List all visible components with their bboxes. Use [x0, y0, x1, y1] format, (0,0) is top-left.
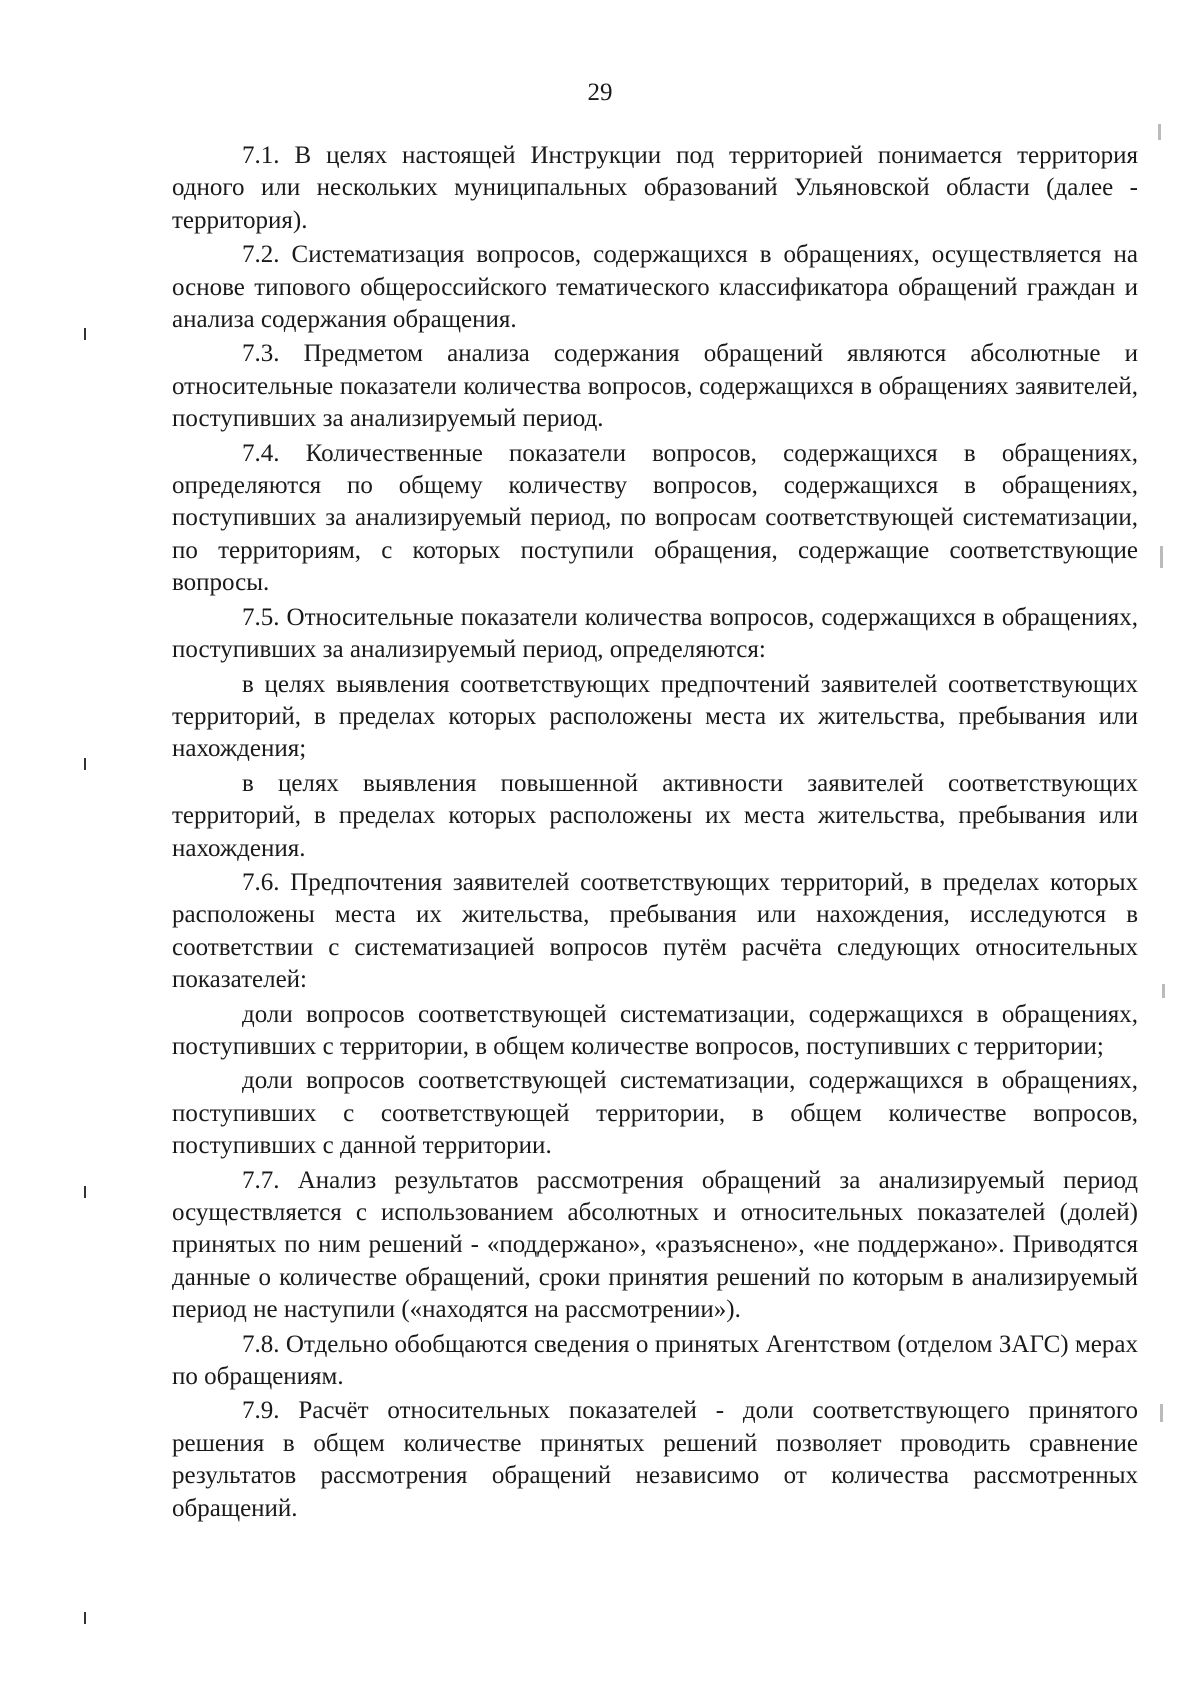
paragraph-7-3: 7.3. Предметом анализа содержания обращений являются абсолютные и относительные показатели количества вопросов, содержащихся в обращениях заявителей, поступивших за анализируемый период.	[172, 340, 1138, 433]
scan-margin-mark	[84, 1186, 86, 1198]
paragraph-7-6-item-2: доли вопросов соответствующей систематизации, содержащихся в обращениях, поступивших с соответствующей территории, в общем количестве вопросов, поступивших с данной территории.	[172, 1067, 1138, 1160]
paragraph-7-5: 7.5. Относительные показатели количества вопросов, содержащихся в обращениях, поступивших за анализируемый период, определяются:	[172, 603, 1138, 664]
scan-edge-mark	[1160, 546, 1163, 568]
paragraph-7-5-item-1: в целях выявления соответствующих предпочтений заявителей соответствующих территорий, в пределах которых расположены места их жительства, пребывания или нахождения;	[172, 670, 1138, 763]
scan-edge-mark	[1160, 1404, 1163, 1422]
scan-edge-mark	[1162, 984, 1165, 998]
page-number: 29	[587, 79, 613, 106]
paragraph-7-6-item-1: доли вопросов соответствующей систематизации, содержащихся в обращениях, поступивших с территории, в общем количестве вопросов, поступивших с территории;	[172, 1000, 1138, 1060]
scan-margin-mark	[84, 328, 86, 340]
paragraph-7-7: 7.7. Анализ результатов рассмотрения обращений за анализируемый период осуществляется с использованием абсолютных и относительных показателей (долей) принятых по ним решений - «поддержано», «разъяснено», «не поддержано». Приводятся данные о количестве обращений, сроки принятия решений по которым в анализируемый период не наступили («находятся на рассмотрении»).	[172, 1166, 1138, 1324]
paragraph-7-1: 7.1. В целях настоящей Инструкции под территорией понимается территория одного или нескольких муниципальных образований Ульяновской области (далее - территория).	[172, 142, 1138, 234]
paragraph-7-8: 7.8. Отдельно обобщаются сведения о принятых Агентством (отделом ЗАГС) мерах по обращениям.	[172, 1330, 1138, 1391]
scan-margin-mark	[84, 1612, 86, 1624]
scan-edge-mark	[1158, 124, 1161, 140]
paragraph-7-9: 7.9. Расчёт относительных показателей - доли соответствующего принятого решения в общем количестве принятых решений позволяет проводить сравнение результатов рассмотрения обращений независимо от количества рассмотренных обращений.	[172, 1397, 1138, 1522]
paragraph-7-6: 7.6. Предпочтения заявителей соответствующих территорий, в пределах которых расположены места их жительства, пребывания или нахождения, исследуются в соответствии с систематизацией вопросов путём расчёта следующих относительных показателей:	[172, 868, 1138, 994]
paragraph-7-5-item-2: в целях выявления повышенной активности заявителей соответствующих территорий, в пределах которых расположены их места жительства, пребывания или нахождения.	[172, 769, 1138, 862]
scan-margin-mark	[84, 758, 86, 770]
paragraph-7-4: 7.4. Количественные показатели вопросов, содержащихся в обращениях, определяются по общему количеству вопросов, содержащихся в обращениях, поступивших за анализируемый период, по вопросам соответствующей систематизации, по территориям, с которых поступили обращения, содержащие соответствующие вопросы.	[172, 439, 1138, 597]
paragraph-7-2: 7.2. Систематизация вопросов, содержащихся в обращениях, осуществляется на основе типового общероссийского тематического классификатора обращений граждан и анализа содержания обращения.	[172, 241, 1138, 334]
document-body	[172, 140, 1138, 1527]
